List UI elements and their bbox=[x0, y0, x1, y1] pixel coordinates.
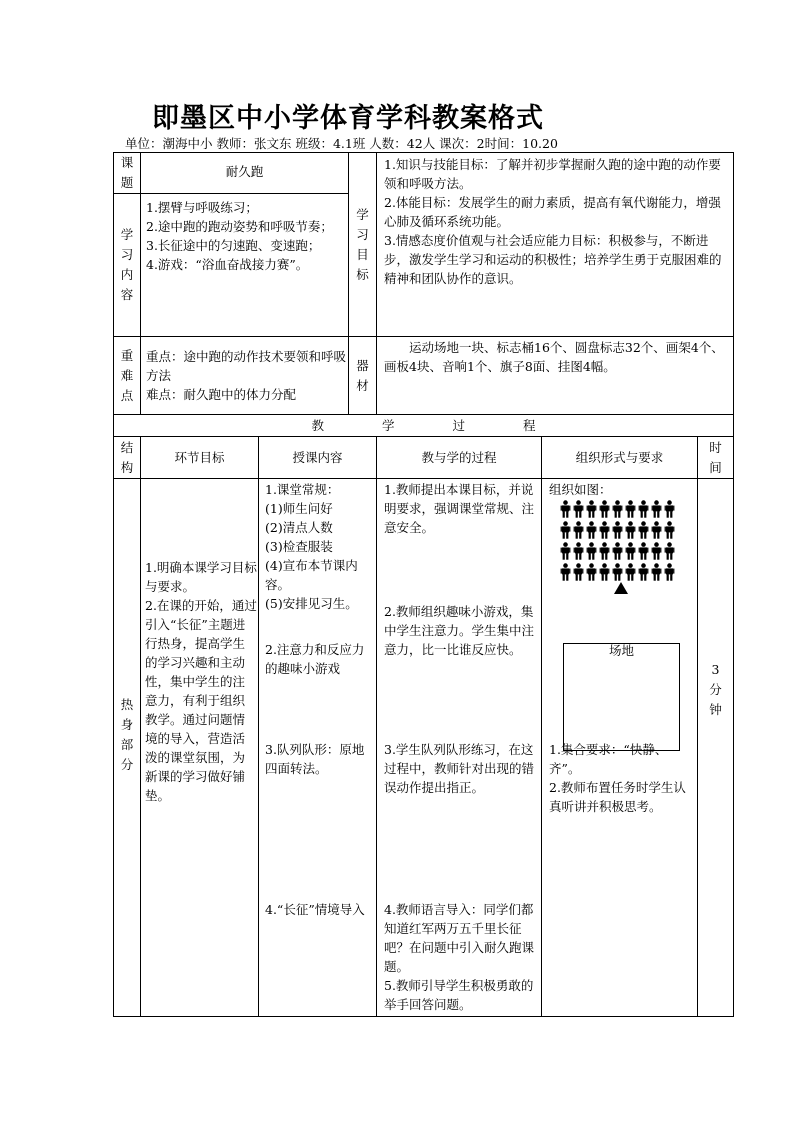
lesson-meta: 单位：潮海中小 教师：张文东 班级：4.1班 人数：42人 课次：2时间：10.20 bbox=[125, 136, 558, 151]
warmup-time: 3 分 钟 bbox=[709, 662, 722, 717]
formation-row bbox=[560, 500, 675, 521]
student-figure-icon bbox=[573, 542, 584, 560]
warmup-stage-goal: 1.明确本课学习目标与要求。 2.在课的开始，通过引入“长征”主题进行热身，提高学生的学习兴趣和主动性，集中学生的注意力，有利于组织教学。通过问题情境的导入，营造活泼的课堂氛围，为新课的学习做好铺垫。 bbox=[145, 560, 257, 803]
header-structure: 结 构 bbox=[120, 439, 134, 475]
student-figure-icon bbox=[612, 500, 623, 518]
student-figure-icon bbox=[664, 500, 675, 518]
topic-label: 课 题 bbox=[120, 155, 134, 190]
student-figure-icon bbox=[638, 563, 649, 581]
student-figure-icon bbox=[586, 563, 597, 581]
student-figure-icon bbox=[651, 500, 662, 518]
warmup-structure: 热 身 部 分 bbox=[120, 697, 134, 772]
student-figure-icon bbox=[664, 521, 675, 539]
student-figure-icon bbox=[664, 542, 675, 560]
keypoints-label: 重 难 点 bbox=[120, 347, 134, 403]
header-process: 教与学的过程 bbox=[421, 450, 497, 465]
student-figure-icon bbox=[560, 563, 571, 581]
student-figure-icon bbox=[586, 521, 597, 539]
student-figure-icon bbox=[638, 542, 649, 560]
student-figure-icon bbox=[599, 563, 610, 581]
student-figure-icon bbox=[651, 563, 662, 581]
student-figure-icon bbox=[651, 521, 662, 539]
student-figure-icon bbox=[625, 521, 636, 539]
student-figure-icon bbox=[573, 563, 584, 581]
student-figure-icon bbox=[625, 542, 636, 560]
student-figure-icon bbox=[651, 542, 662, 560]
header-organization: 组织形式与要求 bbox=[575, 450, 664, 465]
equipment-items: 运动场地一块、标志桶16个、圆盘标志32个、画架4个、画板4块、音响1个、旗子8面、挂图4幅。 bbox=[384, 340, 724, 374]
student-figure-icon bbox=[560, 542, 571, 560]
student-figure-icon bbox=[638, 500, 649, 518]
formation-row bbox=[560, 563, 675, 584]
process-heading: 教 学 过 程 bbox=[311, 418, 536, 433]
warmup-content-1: 1.课堂常规： (1)师生问好 (2)清点人数 (3)检查服装 (4)宣布本节课内容。 (5)安排见习生。 bbox=[265, 482, 358, 611]
student-figure-icon bbox=[664, 563, 675, 581]
goals-items: 1.知识与技能目标：了解并初步掌握耐久跑的途中跑的动作要领和呼吸方法。 2.体能目标：发展学生的耐力素质，提高有氧代谢能力，增强心肺及循环系统功能。 3.情感态度价值观与社会适应能力目标：积极参与，不断进步，激发学生学习和运动的积极性；培养学生勇于克服困难的精神和团队协作的意识。 bbox=[384, 157, 722, 286]
student-figure-icon bbox=[599, 521, 610, 539]
formation-row bbox=[560, 521, 675, 542]
org-requirements: 1.集合要求：“快静、齐”。 2.教师布置任务时学生认真听讲并积极思考。 bbox=[549, 742, 686, 814]
header-content: 授课内容 bbox=[292, 450, 343, 465]
equipment-label: 器 材 bbox=[356, 357, 369, 393]
student-figure-icon bbox=[599, 542, 610, 560]
warmup-content-4: 4.“长征”情境导入 bbox=[265, 902, 365, 917]
content-items: 1.摆臂与呼吸练习； 2.途中跑的跑动姿势和呼吸节奏； 3.长征途中的匀速跑、变速跑； 4.游戏：“浴血奋战接力赛”。 bbox=[146, 200, 333, 272]
org-title: 组织如图： bbox=[549, 482, 612, 497]
student-figure-icon bbox=[625, 563, 636, 581]
warmup-process-3: 3.学生队列队形练习，在这过程中，教师针对出现的错误动作提出指正。 bbox=[384, 742, 535, 795]
formation-row bbox=[560, 542, 675, 563]
student-figure-icon bbox=[560, 521, 571, 539]
student-figure-icon bbox=[586, 542, 597, 560]
keypoints-items: 重点：途中跑的动作技术要领和呼吸方法 难点：耐久跑中的体力分配 bbox=[146, 349, 346, 402]
content-label: 学 习 内 容 bbox=[120, 227, 134, 302]
topic-value: 耐久跑 bbox=[225, 164, 264, 179]
student-figure-icon bbox=[612, 563, 623, 581]
warmup-process-4: 4.教师语言导入：同学们都知道红军两万五千里长征吧？在问题中引入耐久跑课题。 5.教师引导学生积极勇敢的举手回答问题。 bbox=[384, 902, 535, 1012]
student-figure-icon bbox=[573, 500, 584, 518]
student-figure-icon bbox=[612, 542, 623, 560]
field-label: 场地 bbox=[608, 643, 634, 658]
warmup-process-1: 1.教师提出本课目标，并说明要求，强调课堂常规、注意安全。 bbox=[384, 482, 535, 535]
student-figure-icon bbox=[625, 500, 636, 518]
student-figure-icon bbox=[612, 521, 623, 539]
warmup-process-2: 2.教师组织趣味小游戏，集中学生注意力。学生集中注意力，比一比谁反应快。 bbox=[384, 604, 535, 657]
page-title: 即墨区中小学体育学科教案格式 bbox=[152, 103, 544, 134]
warmup-content-3: 3.队列队形：原地四面转法。 bbox=[265, 742, 365, 776]
student-figure-icon bbox=[560, 500, 571, 518]
student-figure-icon bbox=[586, 500, 597, 518]
header-stage-goal: 环节目标 bbox=[174, 450, 225, 465]
warmup-content-2: 2.注意力和反应力的趣味小游戏 bbox=[265, 642, 365, 676]
goals-label: 学 习 目 标 bbox=[356, 206, 369, 282]
student-figure-icon bbox=[638, 521, 649, 539]
student-figure-icon bbox=[599, 500, 610, 518]
teacher-triangle-icon bbox=[614, 582, 628, 594]
student-figure-icon bbox=[573, 521, 584, 539]
header-time: 时 间 bbox=[709, 439, 722, 475]
student-formation bbox=[560, 500, 675, 584]
